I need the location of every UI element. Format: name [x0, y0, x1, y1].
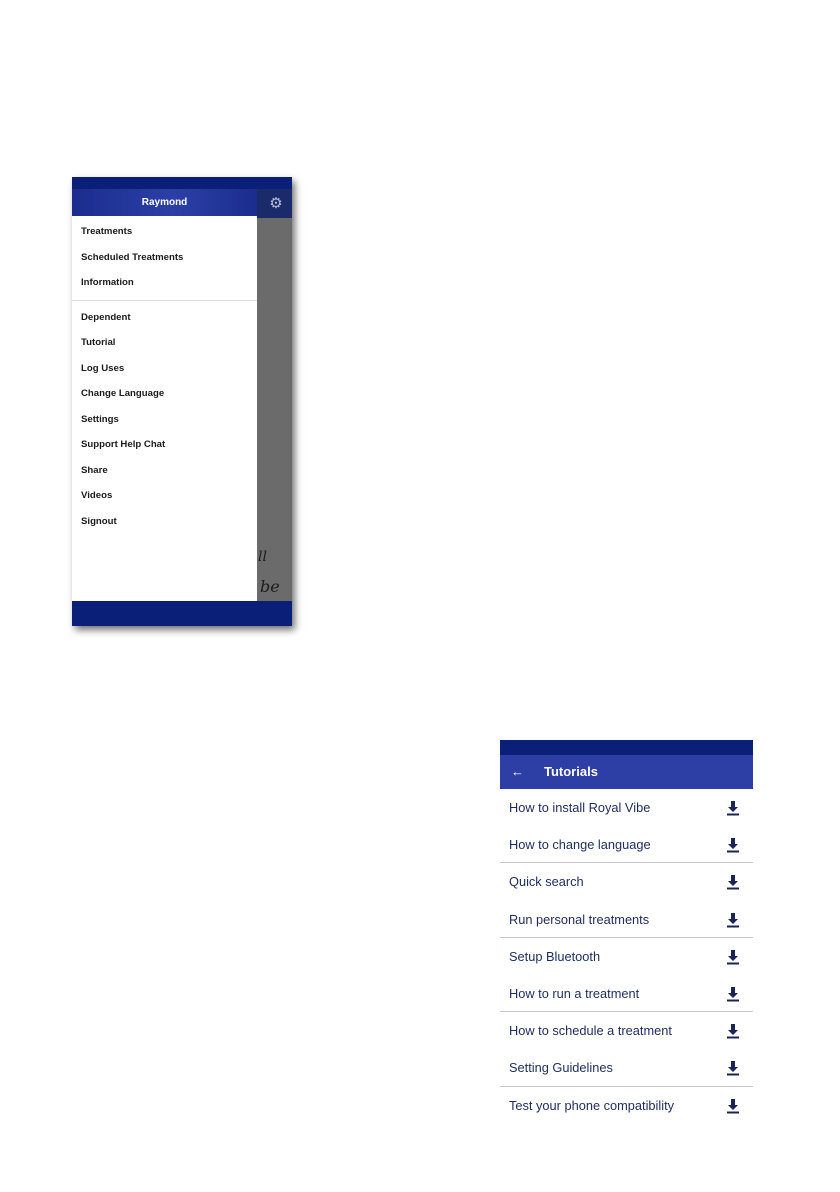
tutorial-label: Test your phone compatibility: [509, 1097, 675, 1113]
list-item[interactable]: [500, 789, 753, 826]
navigation-drawer: [72, 189, 257, 601]
download-icon[interactable]: [725, 1023, 741, 1039]
tutorial-label: How to run a treatment: [509, 985, 640, 1001]
download-icon[interactable]: [725, 912, 741, 928]
arrow-left-icon[interactable]: ←: [511, 764, 524, 779]
background-logo-script: ll be: [258, 549, 280, 596]
tutorial-label: Quick search: [509, 874, 584, 890]
list-item[interactable]: [500, 1049, 753, 1086]
drawer-phone-screenshot: [72, 177, 292, 626]
drawer-item-signout[interactable]: Signout: [81, 515, 117, 527]
download-icon[interactable]: [725, 986, 741, 1002]
list-item[interactable]: [500, 1087, 753, 1124]
tutorial-label: How to schedule a treatment: [509, 1023, 672, 1039]
drawer-item-share[interactable]: Share: [81, 464, 108, 476]
drawer-item-settings[interactable]: Settings: [81, 413, 119, 425]
download-icon[interactable]: [725, 874, 741, 890]
download-icon[interactable]: [725, 800, 741, 816]
tutorial-label: Setting Guidelines: [509, 1060, 613, 1076]
tutorial-list: [500, 789, 753, 1124]
drawer-item-information[interactable]: Information: [81, 277, 134, 288]
list-item[interactable]: [500, 1012, 753, 1049]
status-bar: [500, 740, 753, 755]
list-item[interactable]: [500, 863, 753, 900]
tutorial-label: Run personal treatments: [509, 911, 650, 927]
drawer-item-dependent[interactable]: Dependent: [81, 311, 131, 323]
tutorials-phone-screenshot: [500, 740, 753, 1130]
drawer-item-log-uses[interactable]: Log Uses: [81, 362, 125, 374]
drawer-item-tutorial[interactable]: Tutorial: [81, 337, 116, 348]
app-bar: [500, 755, 753, 789]
download-icon[interactable]: [725, 837, 741, 853]
drawer-item-change-language[interactable]: Change Language: [81, 388, 165, 399]
drawer-header-username: Raymond: [72, 189, 257, 216]
list-item[interactable]: [500, 901, 753, 938]
gear-icon[interactable]: ⚙: [269, 195, 283, 212]
list-item[interactable]: [500, 826, 753, 863]
list-item[interactable]: [500, 938, 753, 975]
drawer-item-scheduled-treatments[interactable]: Scheduled Treatments: [81, 251, 184, 263]
download-icon[interactable]: [725, 1060, 741, 1076]
drawer-item-support-help-chat[interactable]: Support Help Chat: [81, 439, 166, 450]
download-icon[interactable]: [725, 949, 741, 965]
list-item[interactable]: [500, 975, 753, 1012]
drawer-item-videos[interactable]: Videos: [81, 490, 113, 501]
download-icon[interactable]: [725, 1098, 741, 1114]
tutorial-label: Setup Bluetooth: [509, 948, 601, 964]
drawer-item-treatments[interactable]: Treatments: [81, 226, 133, 237]
page-title: Tutorials: [544, 764, 598, 779]
navigation-bar: [72, 601, 292, 626]
tutorial-label: How to change language: [509, 837, 651, 853]
drawer-divider: [72, 300, 257, 301]
status-bar: [72, 177, 292, 189]
tutorial-label: How to install Royal Vibe: [509, 800, 651, 815]
